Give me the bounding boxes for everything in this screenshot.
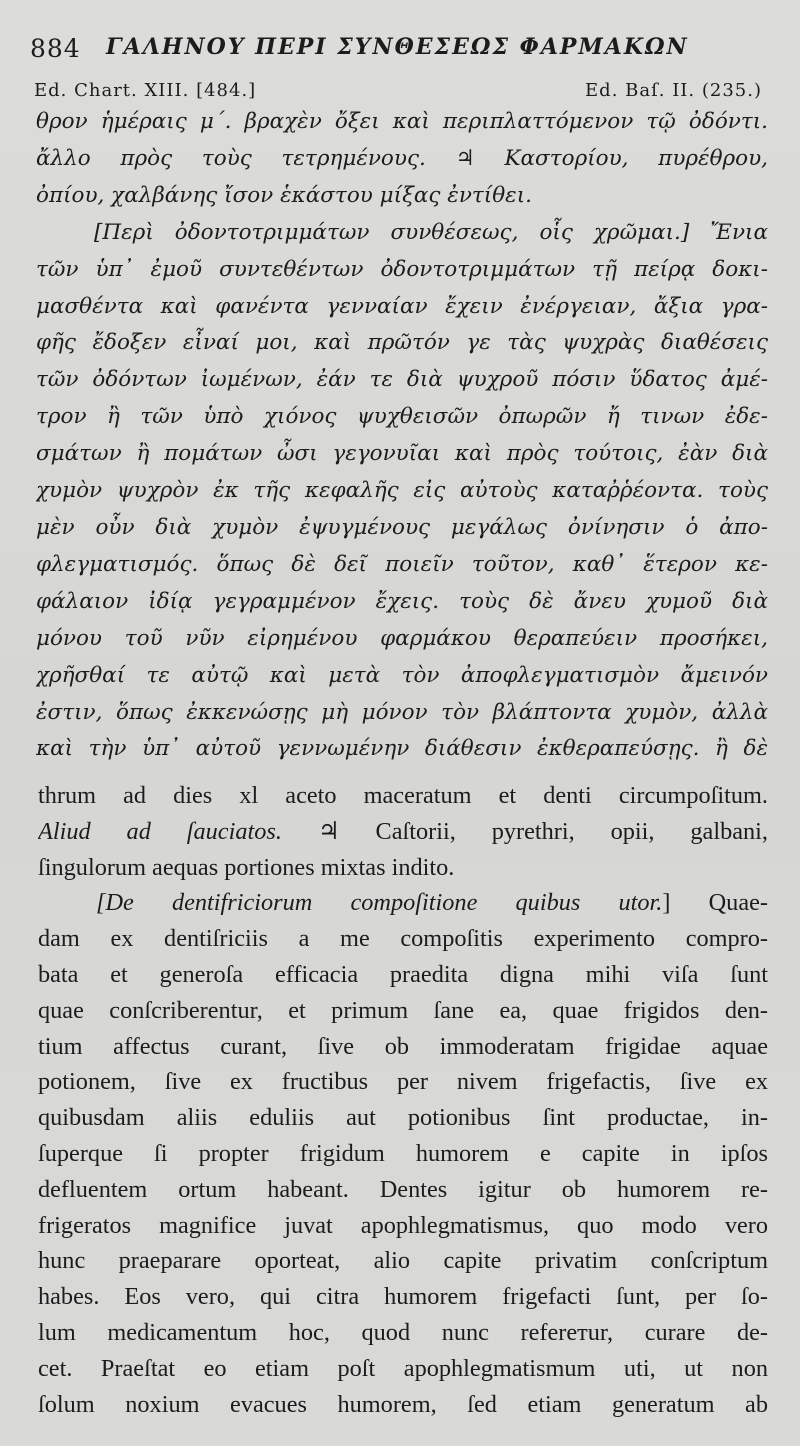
- edition-ref-chartier: Ed. Chart. XIII. [484.]: [34, 80, 257, 101]
- latin-line: thrum ad dies xl aceto maceratum et denti circumpoſitum.: [38, 782, 768, 809]
- greek-text-block: [36, 104, 768, 768]
- latin-text-block: [38, 778, 768, 1422]
- latin-line: habes. Eos vero, qui citra humorem frigefacti ſunt, per ſo-: [38, 1283, 768, 1311]
- greek-line: ὀπίου, χαλβάνης ἴσον ἑκάστου μίξας ἐντίθει.: [36, 182, 532, 208]
- greek-line: φλεγματισμός. ὅπως δὲ δεῖ ποιεῖν τοῦτον, καθ᾽ ἕτερον κε-: [36, 551, 768, 577]
- page-number: 884: [30, 34, 81, 63]
- greek-section-heading-line: [Περὶ ὀδοντοτριμμάτων συνθέσεως, οἷς χρῶμαι.] Ἔνια: [94, 219, 768, 245]
- latin-line: dam ex dentiſriciis a me compoſitis experimento compro-: [38, 925, 768, 953]
- latin-line: tium affectus curant, ſive ob immoderatam frigidae aquae: [38, 1032, 768, 1060]
- latin-line: ſingulorum aequas portiones mixtas indito.: [38, 853, 455, 881]
- greek-line: χρῆσθαί τε αὐτῷ καὶ μετὰ τὸν ἀποφλεγματισμὸν ἄμεινόν: [36, 662, 768, 688]
- greek-line: ἐστιν, ὅπως ἐκκενώσῃς μὴ μόνον τὸν βλάπτοντα χυμὸν, ἀλλὰ: [36, 699, 768, 725]
- latin-line: Aliud ad ſauciatos. ♃ Caſtorii, pyrethri, opii, galbani,: [38, 817, 768, 845]
- latin-line: quae conſcriberentur, et primum ſane ea, quae frigidos den-: [38, 996, 768, 1024]
- greek-line: μασθέντα καὶ φανέντα γενναίαν ἔχειν ἐνέργειαν, ἄξια γρα-: [36, 293, 768, 319]
- edition-ref-basel: Ed. Baſ. II. (235.): [585, 80, 762, 101]
- greek-line: μὲν οὖν διὰ χυμὸν ἐψυγμένους μεγάλως ὀνίνησιν ὁ ἀπο-: [36, 514, 768, 540]
- greek-line: φάλαιον ἰδίᾳ γεγραμμένον ἔχεις. τοὺς δὲ ἄνευ χυμοῦ διὰ: [36, 588, 768, 614]
- latin-section-heading-line: [De dentifriciorum compoſitione quibus utor.] Quae-: [96, 889, 768, 917]
- latin-line: frigeratos magnifice juvat apophlegmatismus, quo modo vero: [38, 1211, 768, 1239]
- page-header: [30, 28, 770, 68]
- greek-line: χυμὸν ψυχρὸν ἐκ τῆς κεφαλῆς εἰς αὐτοὺς καταῤῥέοντα. τοὺς: [36, 478, 768, 504]
- running-title: ΓΑΛΗΝΟΥ ΠΕΡΙ ΣΥΝΘΕΣΕΩΣ ΦΑΡΜΑΚΩΝ: [106, 34, 689, 60]
- latin-line: potionem, ſive ex fructibus per nivem frigefactis, ſive ex: [38, 1068, 768, 1096]
- greek-line: τρον ἢ τῶν ὑπὸ χιόνος ψυχθεισῶν ὀπωρῶν ἤ τινων ἐδε-: [36, 404, 768, 430]
- greek-line: ἄλλο πρὸς τοὺς τετρημένους. ♃ Καστορίου, πυρέθρου,: [36, 145, 768, 171]
- latin-line: hunc praeparare oporteat, alio capite privatim conſcriptum: [38, 1247, 768, 1275]
- greek-line: σμάτων ἢ πομάτων ὦσι γεγονυῖαι καὶ πρὸς τούτοις, ἐὰν διὰ: [36, 441, 768, 467]
- latin-line: quibusdam aliis eduliis aut potionibus ſint productae, in-: [38, 1104, 768, 1132]
- latin-line: cet. Praeſtat eo etiam poſt apophlegmatismum uti, ut non: [38, 1354, 768, 1382]
- latin-line: defluentem ortum habeant. Dentes igitur ob humorem re-: [38, 1175, 768, 1203]
- latin-line: bata et generoſa efficacia praedita digna mihi viſa ſunt: [38, 960, 768, 988]
- greek-line: μόνου τοῦ νῦν εἰρημένου φαρμάκου θεραπεύειν προσήκει,: [36, 625, 768, 651]
- greek-line: φῆς ἔδοξεν εἶναί μοι, καὶ πρῶτόν γε τὰς ψυχρὰς διαθέσεις: [36, 330, 768, 356]
- latin-line: ſolum noxium evacues humorem, ſed etiam generatum ab: [38, 1390, 768, 1418]
- greek-line: καὶ τὴν ὑπ᾽ αὐτοῦ γεννωμένην διάθεσιν ἐκθεραπεύσῃς. ἢ δὲ: [36, 736, 768, 762]
- latin-line: lum medicamentum hoc, quod nunc refereтur, curare de-: [38, 1318, 768, 1346]
- greek-line: τῶν ὑπ᾽ ἐμοῦ συντεθέντων ὀδοντοτριμμάτων τῇ πείρᾳ δοκι-: [36, 256, 768, 282]
- latin-line: ſuperque ſi propter frigidum humorem e capite in ipſos: [38, 1139, 768, 1167]
- greek-line: τῶν ὀδόντων ἰωμένων, ἐάν τε διὰ ψυχροῦ πόσιν ὕδατος ἀμέ-: [36, 367, 768, 393]
- greek-line: θρον ἡμέραις μ΄. βραχὲν ὄξει καὶ περιπλαττόμενον τῷ ὀδόντι.: [36, 109, 768, 134]
